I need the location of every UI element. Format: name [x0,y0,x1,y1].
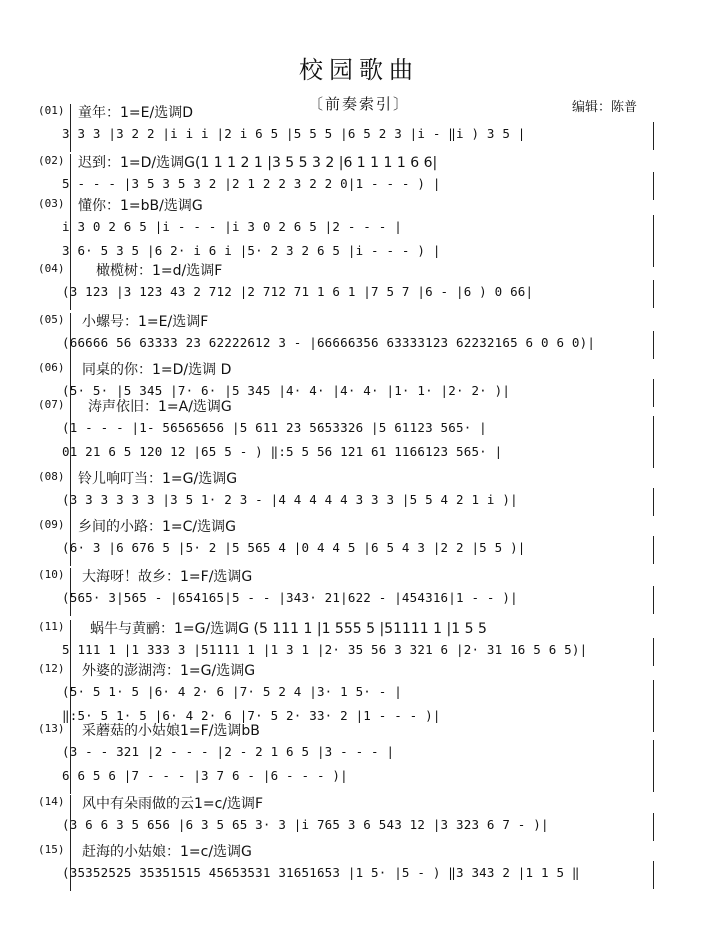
entry-number: (10) [38,568,65,581]
entry-number: (14) [38,795,65,808]
right-barline [653,122,654,150]
right-barline [653,280,654,308]
right-barline [653,680,654,732]
editor-credit: 编辑：陈普 [572,100,638,115]
bracket-line [70,197,71,269]
right-barline [653,536,654,564]
notation-line: 3 3 3 |3 2 2 |i i i |2 i 6 5 |5 5 5 |6 5 2 3 |i - ‖i ) 3 5 | [62,126,526,141]
song-heading: 赶海的小姑娘：1=c/选调G [82,844,252,860]
notation-line: i 3 0 2 6 5 |i - - - |i 3 0 2 6 5 |2 - - - | [62,219,402,234]
notation-line: ‖:5· 5 1· 5 |6· 4 2· 6 |7· 5 2· 33· 2 |1 - - - )| [62,708,441,723]
notation-line: 6 6 5 6 |7 - - - |3 7 6 - |6 - - - )| [62,768,348,783]
bracket-line [70,313,71,361]
song-heading: 橄榄树：1=d/选调F [96,263,223,279]
notation-line: (6· 3 |6 676 5 |5· 2 |5 565 4 |0 4 4 5 |6 5 4 3 |2 2 |5 5 )| [62,540,526,555]
entry-number: (06) [38,361,65,374]
song-heading: 懂你：1=bB/选调G [78,198,203,214]
bracket-line [70,722,71,794]
bracket-line [70,843,71,891]
notation-line: (1 - - - |1- 56565656 |5 611 23 5653326 |5 61123 565· | [62,420,487,435]
bracket-line [70,568,71,616]
right-barline [653,861,654,889]
entry-number: (04) [38,262,65,275]
song-heading: 蜗牛与黄鹂：1=G/选调G (5 111 1 |1 555 5 |51111 1 |1 5 5 [90,621,487,637]
song-heading: 外婆的澎湖湾：1=G/选调G [82,663,256,679]
entry-number: (03) [38,197,65,210]
right-barline [653,379,654,407]
entry-number: (07) [38,398,65,411]
notation-line: (565· 3|565 - |654165|5 - - |343· 21|622 - |454316|1 - - )| [62,590,518,605]
notation-line: (3 123 |3 123 43 2 712 |2 712 71 1 6 1 |7 5 7 |6 - |6 ) 0 66| [62,284,534,299]
right-barline [653,586,654,614]
bracket-line [70,470,71,518]
notation-line: (66666 56 63333 23 62222612 3 - |66666356 63333123 62232165 6 0 6 0)| [62,335,596,350]
notation-line: (3 3 3 3 3 3 |3 5 1· 2 3 - |4 4 4 4 4 3 3 3 |5 5 4 2 1 i )| [62,492,518,507]
subtitle: 〔前奏索引〕 [308,95,411,113]
notation-line: 5 111 1 |1 333 3 |51111 1 |1 3 1 |2· 35 56 3 321 6 |2· 31 16 5 6 5)| [62,642,588,657]
bracket-line [70,104,71,152]
song-heading: 乡间的小路：1=C/选调G [78,519,236,535]
bracket-line [70,795,71,843]
song-heading: 童年：1=E/选调D [78,105,193,121]
entry-number: (08) [38,470,65,483]
entry-number: (11) [38,620,65,633]
right-barline [653,416,654,468]
right-barline [653,638,654,666]
notation-line: (3 6 6 3 5 656 |6 3 5 65 3· 3 |i 765 3 6 543 12 |3 323 6 7 - )| [62,817,549,832]
entry-number: (13) [38,722,65,735]
bracket-line [70,154,71,202]
song-heading: 同桌的你：1=D/选调 D [82,362,232,378]
bracket-line [70,620,71,668]
notation-line: (5· 5 1· 5 |6· 4 2· 6 |7· 5 2 4 |3· 1 5· - | [62,684,402,699]
song-heading: 涛声依旧：1=A/选调G [88,399,232,415]
right-barline [653,331,654,359]
right-barline [653,488,654,516]
bracket-line [70,518,71,566]
bracket-line [70,398,71,470]
notation-line: (35352525 35351515 45653531 31651653 |1 5· |5 - ) ‖3 343 2 |1 1 5 ‖ [62,865,580,880]
right-barline [653,172,654,200]
song-heading: 风中有朵雨做的云1=c/选调F [82,796,264,812]
song-heading: 采蘑菇的小姑娘1=F/选调bB [82,723,260,739]
page-title: 校园歌曲 [299,56,419,84]
entry-number: (02) [38,154,65,167]
entry-number: (09) [38,518,65,531]
song-heading: 小螺号：1=E/选调F [82,314,209,330]
song-heading: 铃儿响叮当：1=G/选调G [78,471,238,487]
song-heading: 大海呀！故乡：1=F/选调G [82,569,253,585]
entry-number: (15) [38,843,65,856]
entry-number: (12) [38,662,65,675]
entry-number: (01) [38,104,65,117]
right-barline [653,215,654,267]
notation-line: (3 - - 321 |2 - - - |2 - 2 1 6 5 |3 - - - | [62,744,395,759]
notation-line: (5· 5· |5 345 |7· 6· |5 345 |4· 4· |4· 4· |1· 1· |2· 2· )| [62,383,511,398]
notation-line: 3 6· 5 3 5 |6 2· i 6 i |5· 2 3 2 6 5 |i - - - ) | [62,243,441,258]
entry-number: (05) [38,313,65,326]
right-barline [653,813,654,841]
song-heading: 迟到：1=D/选调G(1 1 1 2 1 |3 5 5 3 2 |6 1 1 1 1 6 6| [78,155,438,171]
bracket-line [70,262,71,310]
right-barline [653,740,654,792]
notation-line: 5 - - - |3 5 3 5 3 2 |2 1 2 2 3 2 2 0|1 - - - ) | [62,176,441,191]
notation-line: 01 21 6 5 120 12 |65 5 - ) ‖:5 5 56 121 61 1166123 565· | [62,444,503,459]
